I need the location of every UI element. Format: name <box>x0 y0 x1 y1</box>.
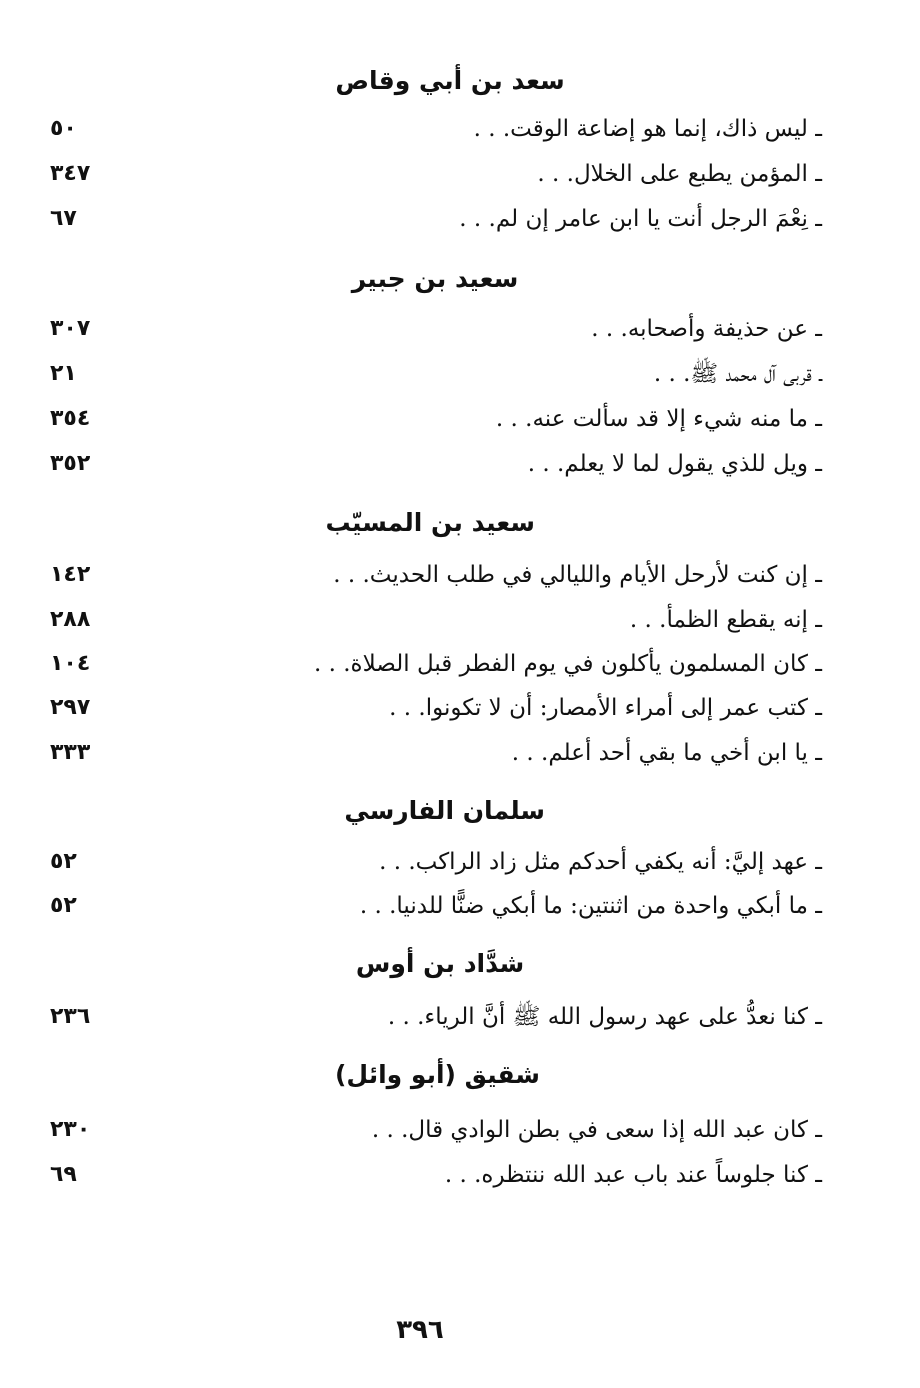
index-entry <box>0 555 920 595</box>
section-heading: سلمان الفارسي <box>344 796 545 825</box>
entry-page-number: ٢٨٨ <box>50 607 91 632</box>
entry-text: ـ عهد إليَّ: أنه يكفي أحدكم مثل زاد الراكب. . . <box>379 849 822 875</box>
entry-page-number: ٣٤٧ <box>50 161 91 186</box>
index-entry <box>0 444 920 484</box>
entry-page-number: ٣٠٧ <box>50 316 91 341</box>
entry-text: ـ يا ابن أخي ما بقي أحد أعلم. . . <box>511 740 822 766</box>
index-entry <box>0 1110 920 1150</box>
index-entry <box>0 886 920 926</box>
entry-page-number: ٢١ <box>50 361 77 386</box>
index-entry <box>0 644 920 684</box>
entry-page-number: ٢٩٧ <box>50 695 91 720</box>
index-entry <box>0 733 920 773</box>
section-heading: شدَّاد بن أوس <box>355 949 525 978</box>
entry-text: ـ قربى آل محمد ﷺ. . . <box>653 361 822 387</box>
index-entry <box>0 600 920 640</box>
index-entry <box>0 1155 920 1195</box>
section-heading: شقيق (أبو وائل) <box>334 1060 540 1089</box>
index-entry <box>0 842 920 882</box>
entry-page-number: ٥٢ <box>50 849 77 874</box>
entry-text: ـ ليس ذاك، إنما هو إضاعة الوقت. . . <box>473 116 822 142</box>
section-heading: سعد بن أبي وقاص <box>335 66 565 95</box>
entry-text: ـ إنه يقطع الظمأ. . . <box>629 607 822 633</box>
index-entry <box>0 154 920 194</box>
entry-page-number: ٣٥٤ <box>50 406 91 431</box>
index-entry <box>0 309 920 349</box>
entry-text: ـ كان عبد الله إذا سعى في بطن الوادي قال. . . <box>371 1117 822 1143</box>
index-entry <box>0 688 920 728</box>
section-heading: سعيد بن المسيّب <box>325 508 535 537</box>
entry-text: ـ ما منه شيء إلا قد سألت عنه. . . <box>495 406 822 432</box>
index-entry <box>0 199 920 239</box>
page-number: ٣٩٦ <box>396 1315 444 1345</box>
entry-text: ـ المؤمن يطبع على الخلال. . . <box>537 161 822 187</box>
index-entry <box>0 997 920 1037</box>
index-entry <box>0 109 920 149</box>
entry-page-number: ٢٣٦ <box>50 1004 91 1029</box>
entry-page-number: ٦٩ <box>50 1162 77 1187</box>
entry-text: ـ كنا جلوساً عند باب عبد الله ننتظره. . . <box>444 1162 822 1188</box>
entry-text: ـ عن حذيفة وأصحابه. . . <box>591 316 822 342</box>
entry-page-number: ٣٥٢ <box>50 451 91 476</box>
entry-page-number: ٦٧ <box>50 206 77 231</box>
entry-text: ـ ما أبكي واحدة من اثنتين: ما أبكي ضنًّا للدنيا. . . <box>359 893 822 919</box>
entry-text: ـ كتب عمر إلى أمراء الأمصار: أن لا تكونوا. . . <box>389 695 822 721</box>
entry-page-number: ٥٠ <box>50 116 77 141</box>
entry-text: ـ ويل للذي يقول لما لا يعلم. . . <box>527 451 822 477</box>
entry-page-number: ١٤٢ <box>50 562 91 587</box>
index-entry <box>0 399 920 439</box>
entry-text: ـ كنا نعدُّ على عهد رسول الله ﷺ أنَّ الرياء. . . <box>387 1004 822 1030</box>
index-entry <box>0 354 920 394</box>
entry-text: ـ إن كنت لأرحل الأيام والليالي في طلب الحديث. . . <box>333 562 822 588</box>
section-heading: سعيد بن جبير <box>351 264 519 293</box>
entry-page-number: ٢٣٠ <box>50 1117 91 1142</box>
entry-page-number: ٣٣٣ <box>50 740 91 765</box>
entry-page-number: ٥٢ <box>50 893 77 918</box>
entry-page-number: ١٠٤ <box>50 651 91 676</box>
entry-text: ـ نِعْمَ الرجل أنت يا ابن عامر إن لم. . . <box>459 206 822 232</box>
entry-text: ـ كان المسلمون يأكلون في يوم الفطر قبل الصلاة. . . <box>313 651 822 677</box>
